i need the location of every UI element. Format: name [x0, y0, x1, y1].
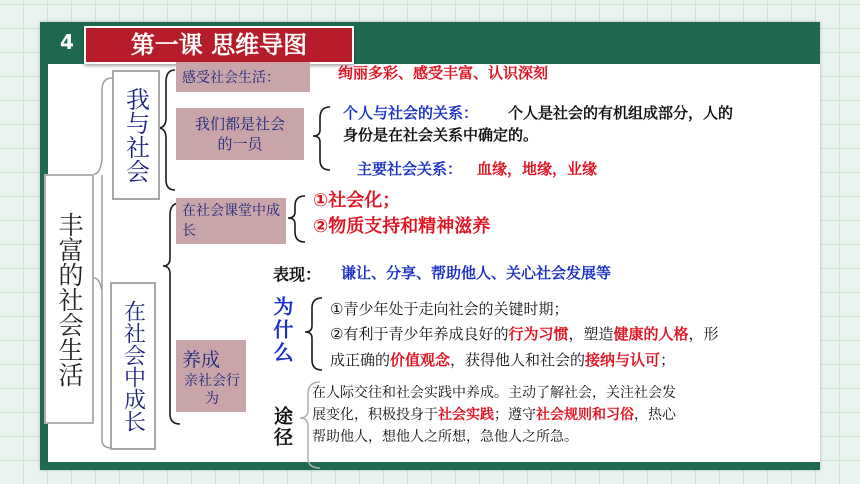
- node-member-label: 我们都是社会的一员: [194, 115, 285, 153]
- section-me-and-society-label: 我与社会: [121, 87, 150, 183]
- way-heading: 途径: [271, 406, 293, 448]
- classroom-item-1: ①社会化；: [313, 190, 401, 211]
- why-3-b: 价值观念: [390, 351, 451, 369]
- why-2-d: 健康的人格: [613, 325, 689, 343]
- why-3-a: 成正确的: [330, 351, 391, 369]
- way-3: 帮助他人，想他人之所想，急他人之所急。: [312, 429, 578, 445]
- node-member: [176, 108, 304, 160]
- why-3-e: ；: [660, 351, 676, 369]
- show-body: 谦让、分享、帮助他人、关心社会发展等: [341, 264, 612, 282]
- why-1: ①青少年处于走向社会的关键时期；: [330, 300, 569, 318]
- relation-body-1: 个人是社会的有机组成部分，人的: [508, 104, 734, 122]
- node-prosocial: [176, 340, 246, 412]
- node-prosocial-label-1: 养成: [182, 348, 221, 371]
- way-2: [312, 404, 676, 424]
- decor-tab: 4: [60, 30, 74, 54]
- node-feel-society: [176, 62, 310, 92]
- why-2-c: ，塑造: [568, 325, 614, 343]
- way-2-b: 社会实践: [438, 407, 494, 423]
- node-classroom-label: 在社会课堂中成长: [182, 203, 280, 239]
- why-2-e: ，形: [688, 325, 719, 343]
- section-me-and-society: [112, 70, 160, 200]
- classroom-item-2: ②物质支持和精神滋养: [313, 216, 491, 237]
- slide-title: 第一课 思维导图: [84, 26, 354, 64]
- why-heading: 为什么: [270, 296, 294, 365]
- root-label: 丰富的社会生活: [55, 211, 84, 387]
- way-1: 在人际交往和社会实践中养成。主动了解社会，关注社会发: [312, 385, 676, 401]
- way-2-c: ；遵守: [494, 407, 536, 423]
- way-2-d: 社会规则和习俗: [536, 407, 634, 423]
- relation-heading: 个人与社会的关系：: [343, 104, 479, 122]
- node-feel-society-label: 感受社会生活：: [182, 70, 280, 86]
- why-2-b: 行为习惯: [508, 325, 569, 343]
- main-relation-heading: 主要社会关系：: [357, 160, 463, 178]
- why-3-c: ，获得他人和社会的: [450, 351, 586, 369]
- section-growing-label: 在社会中成长: [120, 300, 146, 432]
- relation-body-2: 身份是在社会关系中确定的。: [343, 126, 539, 144]
- section-growing: [110, 282, 156, 450]
- way-2-a: 展变化，积极投身于: [312, 407, 438, 423]
- root-node: [44, 174, 94, 424]
- feel-society-desc: 绚丽多彩、感受丰富、认识深刻: [338, 64, 549, 82]
- node-classroom: [176, 198, 286, 244]
- why-3: [330, 349, 675, 370]
- main-relation-body: 血缘，地缘，业缘: [477, 160, 598, 178]
- why-2-a: ②有利于青少年养成良好的: [330, 325, 509, 343]
- show-heading: 表现：: [273, 265, 322, 284]
- why-3-d: 接纳与认可: [585, 351, 661, 369]
- node-prosocial-label-2: 亲社会行为: [184, 372, 240, 407]
- way-2-e: ，热心: [634, 407, 676, 423]
- why-2: [330, 323, 719, 344]
